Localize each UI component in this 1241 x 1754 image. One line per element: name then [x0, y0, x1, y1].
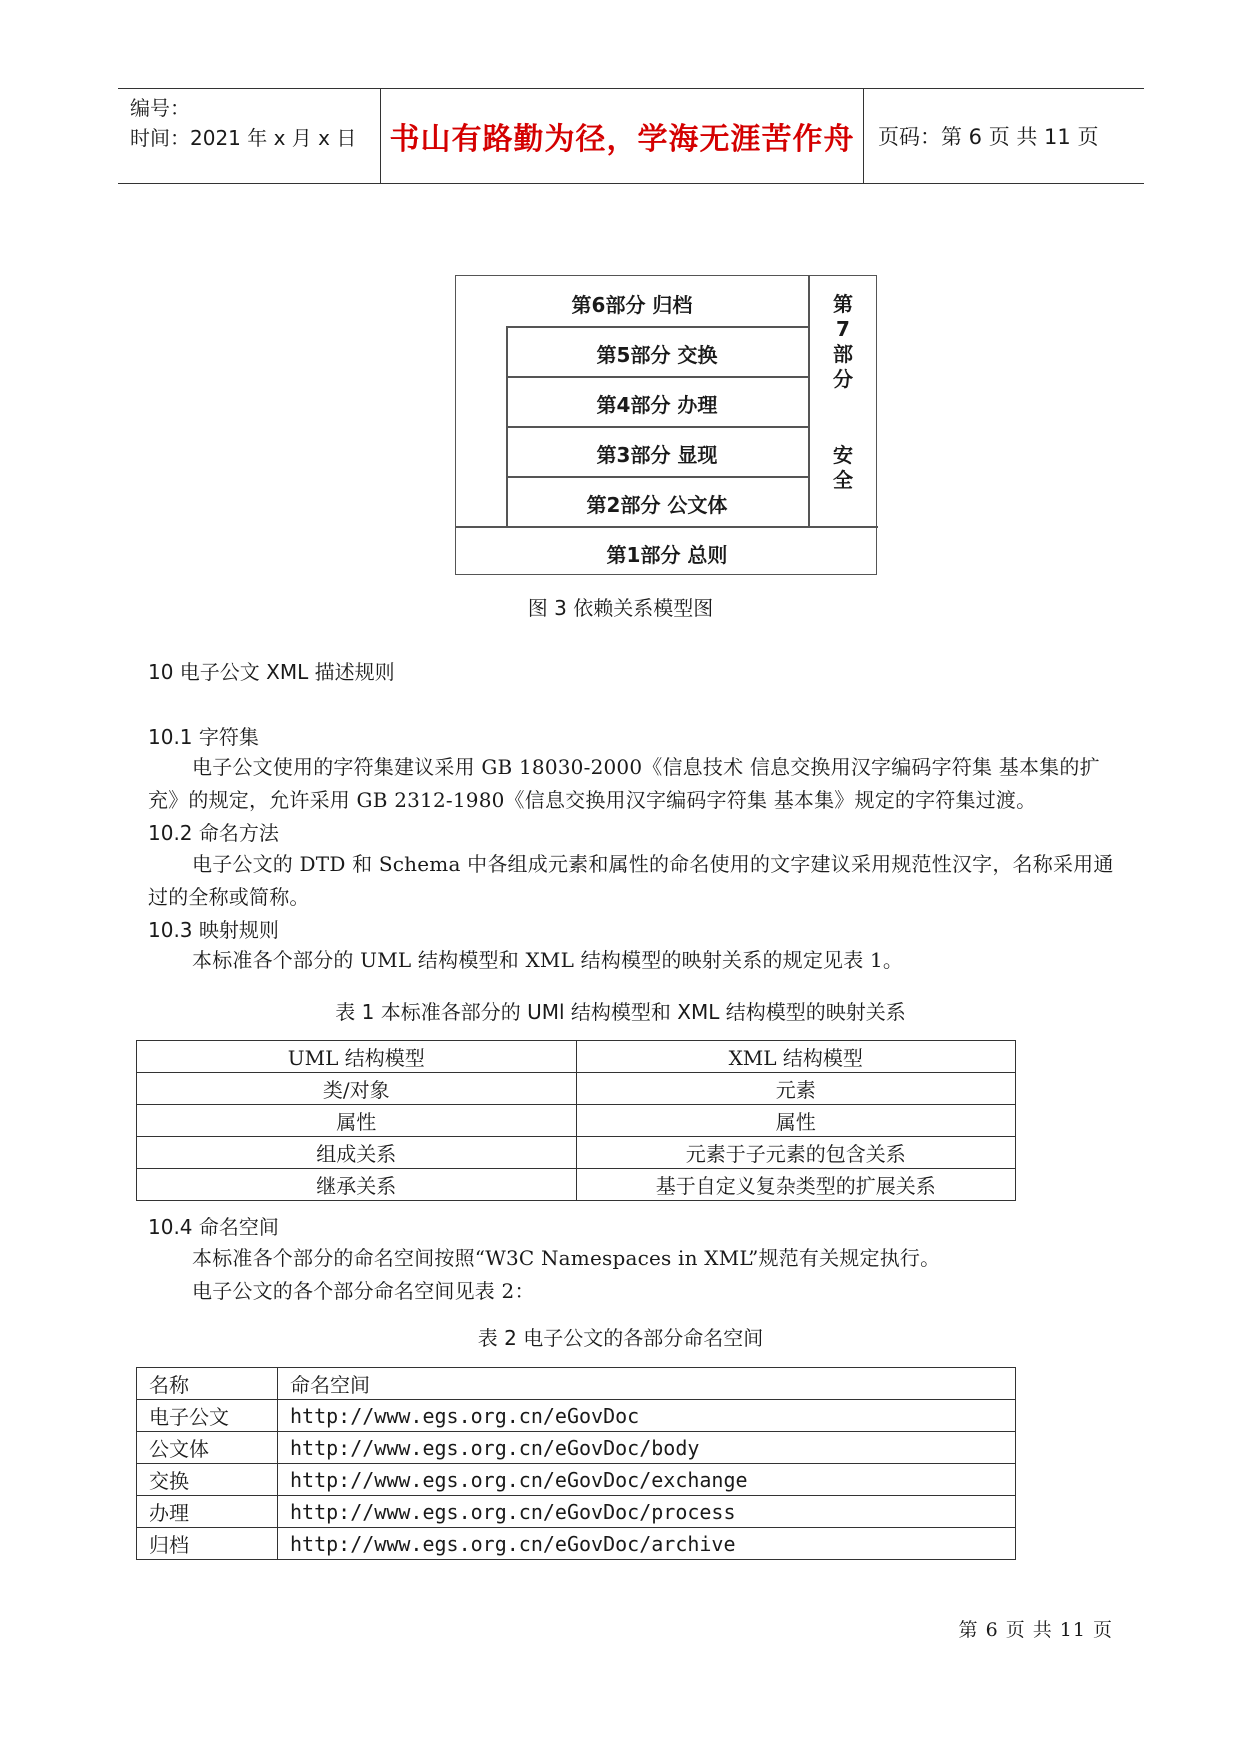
diagram-part7-char: 部 — [833, 342, 853, 366]
paragraph: 本标准各个部分的命名空间按照“W3C Namespaces in XML”规范有关规定执行。 — [192, 1246, 941, 1270]
table-cell: 属性 — [137, 1105, 577, 1137]
diagram-part3: 第3部分 显现 — [596, 443, 718, 467]
table-row — [137, 1105, 1016, 1137]
table-cell: 类/对象 — [137, 1073, 577, 1105]
table-row — [137, 1073, 1016, 1105]
header-page-number: 页码：第 6 页 共 11 页 — [878, 125, 1099, 149]
header-motto-cell — [380, 89, 864, 183]
diagram-divider — [506, 326, 808, 328]
table-row — [137, 1137, 1016, 1169]
namespace-url: http://www.egs.org.cn/eGovDoc — [278, 1400, 1016, 1432]
diagram-part6: 第6部分 归档 — [571, 293, 693, 317]
header-meta — [118, 89, 380, 183]
table-header-cell: UML 结构模型 — [137, 1041, 577, 1073]
paragraph: 电子公文使用的字符集建议采用 GB 18030-2000《信息技术 信息交换用汉字编码字符集 基本集的扩充》的规定，允许采用 GB 2312-1980《信息交换用汉字编码字符集 基本集》规定的字符集过渡。 — [148, 755, 1100, 812]
diagram-part7-char: 分 — [833, 367, 853, 391]
diagram-part7-char: 7 — [836, 317, 850, 341]
diagram-divider — [506, 376, 808, 378]
table-header-cell: XML 结构模型 — [576, 1041, 1016, 1073]
paragraph: 电子公文的各个部分命名空间见表 2： — [192, 1279, 535, 1303]
diagram-part2: 第2部分 公文体 — [586, 493, 728, 517]
subsection-heading: 10.1 字符集 — [148, 725, 259, 749]
dependency-diagram — [455, 275, 877, 575]
diagram-part1: 第1部分 总则 — [606, 543, 728, 567]
table-cell: 组成关系 — [137, 1137, 577, 1169]
diagram-security-char: 全 — [833, 468, 853, 492]
diagram-part7-label — [808, 292, 878, 392]
diagram-divider — [456, 526, 878, 528]
document-time-label: 时间：2021 年 x 月 x 日 — [130, 126, 357, 150]
diagram-part5: 第5部分 交换 — [596, 343, 718, 367]
table-row — [137, 1432, 1016, 1464]
subsection-heading: 10.3 映射规则 — [148, 918, 279, 942]
diagram-divider — [506, 476, 808, 478]
table-header-cell: 名称 — [137, 1368, 278, 1400]
table-row — [137, 1169, 1016, 1201]
table-row — [137, 1464, 1016, 1496]
table-cell: 属性 — [576, 1105, 1016, 1137]
table-cell: 电子公文 — [137, 1400, 278, 1432]
subsection-heading: 10.2 命名方法 — [148, 821, 279, 845]
paragraph: 本标准各个部分的 UML 结构模型和 XML 结构模型的映射关系的规定见表 1。 — [192, 948, 904, 972]
namespace-table — [136, 1367, 1016, 1560]
table-cell: 交换 — [137, 1464, 278, 1496]
section-heading: 10 电子公文 XML 描述规则 — [148, 660, 395, 684]
table-cell: 元素 — [576, 1073, 1016, 1105]
table-header-row — [137, 1041, 1016, 1073]
table-header-row — [137, 1368, 1016, 1400]
table-cell: 基于自定义复杂类型的扩展关系 — [576, 1169, 1016, 1201]
table-row — [137, 1400, 1016, 1432]
table-cell: 元素于子元素的包含关系 — [576, 1137, 1016, 1169]
document-number-label: 编号： — [130, 96, 190, 120]
diagram-part4: 第4部分 办理 — [596, 393, 718, 417]
table2-title: 表 2 电子公文的各部分命名空间 — [477, 1326, 764, 1350]
paragraph: 电子公文的 DTD 和 Schema 中各组成元素和属性的命名使用的文字建议采用规范性汉字，名称采用通过的全称或简称。 — [148, 852, 1114, 909]
diagram-security-label — [808, 443, 878, 493]
table-cell: 公文体 — [137, 1432, 278, 1464]
diagram-divider — [506, 426, 808, 428]
header-motto: 书山有路勤为径，学海无涯苦作舟 — [389, 122, 855, 157]
diagram-part7-char: 第 — [833, 292, 853, 316]
subsection-heading: 10.4 命名空间 — [148, 1215, 279, 1239]
namespace-url: http://www.egs.org.cn/eGovDoc/exchange — [278, 1464, 1016, 1496]
table-cell: 继承关系 — [137, 1169, 577, 1201]
page-footer: 第 6 页 共 11 页 — [958, 1619, 1113, 1641]
namespace-url: http://www.egs.org.cn/eGovDoc/body — [278, 1432, 1016, 1464]
mapping-table — [136, 1040, 1016, 1201]
table-header-cell: 命名空间 — [278, 1368, 1016, 1400]
page-header — [118, 88, 1144, 184]
table-row — [137, 1496, 1016, 1528]
diagram-security-char: 安 — [833, 443, 853, 467]
namespace-url: http://www.egs.org.cn/eGovDoc/archive — [278, 1528, 1016, 1560]
table-cell: 办理 — [137, 1496, 278, 1528]
namespace-url: http://www.egs.org.cn/eGovDoc/process — [278, 1496, 1016, 1528]
table1-title: 表 1 本标准各部分的 UMl 结构模型和 XML 结构模型的映射关系 — [335, 1000, 906, 1024]
table-cell: 归档 — [137, 1528, 278, 1560]
table-row — [137, 1528, 1016, 1560]
figure-caption: 图 3 依赖关系模型图 — [527, 596, 714, 620]
header-page-cell — [864, 89, 1144, 183]
